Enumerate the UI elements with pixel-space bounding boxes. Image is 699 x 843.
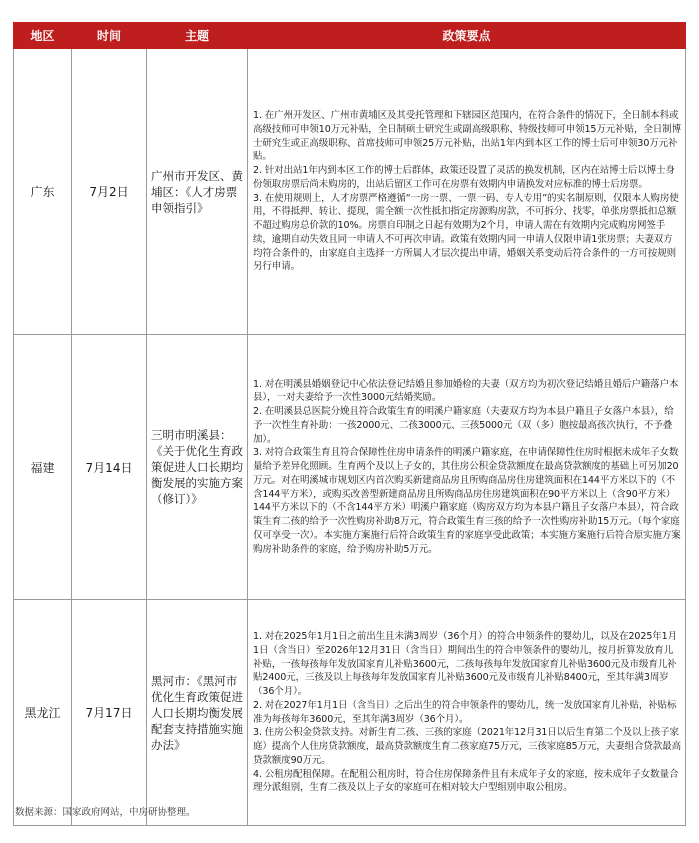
table-row-fujian: [14, 335, 686, 600]
policy-point: 3. 对符合政策生育且符合保障性住房申请条件的明溪户籍家庭，在申请保障性住房时根据未成年子女数量给予差异化照顾。生育两个及以上子女的，其住房公积金贷款额度在最高贷款额度的基础上可另加20万元。对在明溪城市规划区内首次购买新建商品房且所购商品房住房建筑面积在144平方米以下的（不含144平方米），或购买改善型新建商品房且所购商品房住房建筑面积在90平方米以上（含90平方米）144平方米以下的（不含144平方米）明溪户籍家庭（购房双方均为本县户籍且子女落户本县），符合政策生育二孩的给予一次性购房补助8万元，符合政策生育三孩的给予一次性购房补助15万元。（每个家庭仅可享受一次）。本实施方案施行后符合政策生育的家庭享受此政策；本实施方案施行后符合原实施方案购房补助条件的家庭，给予购房补助5万元。: [253, 447, 681, 555]
region-cell: 福建: [14, 335, 72, 600]
policy-points-cell: [248, 600, 686, 826]
policy-point: 2. 对在2027年1月1日（含当日）之后出生的符合申领条件的婴幼儿，统一发放国家育儿补贴，补贴标准为每孩每年3600元，至其年满3周岁（36个月）。: [253, 699, 677, 725]
policy-points-cell: [248, 335, 686, 600]
source-note: 数据来源：国家政府网站，中房研协整理。: [15, 807, 196, 818]
policy-point: 1. 对在明溪县婚姻登记中心依法登记结婚且参加婚检的夫妻（双方均为初次登记结婚且婚后户籍落户本县），一对夫妻给予一次性3000元结婚奖励。: [253, 378, 679, 404]
header-date: 时间: [72, 23, 147, 49]
policy-point: 2. 针对出站1年内到本区工作的博士后群体，政策还设置了灵活的换发机制，区内在站博士后以博士身份领取房票后尚未购房的，出站后留区工作可在房票有效期内申请换发对应标准的博士后房票。: [253, 165, 675, 190]
table-row-heilongjiang: [14, 600, 686, 826]
date-cell: 7月2日: [72, 49, 147, 335]
table-header-row: [14, 23, 686, 49]
header-subject: 主题: [147, 23, 248, 49]
table-row-guangdong: [14, 49, 686, 335]
header-policy-points: 政策要点: [248, 23, 686, 49]
policy-point: 3. 在使用规则上，人才房票严格遵循“一房一票、一票一码、专人专用”的实名制原则，仅限本人购房使用，不得抵押、转让、提现，需全额一次性抵扣指定房源购房款，不可拆分、找零，单张房票抵扣总额不超过购房总价款的10%。房票自印制之日起有效期为2个月，申请人需在有效期内完成购房网签手续，逾期自动失效且同一申请人不可再次申请。政策有效期内同一申请人仅限申请1张房票；夫妻双方均符合条件的，由家庭自主选择一方所属人才层次提出申请，婚姻关系变动后符合条件的一方可按规则另行申请。: [253, 192, 679, 273]
policy-point: 1. 在广州开发区、广州市黄埔区及其受托管理和下辖园区范围内，在符合条件的情况下，全日制本科或高级技师可申领10万元补贴，全日制硕士研究生或副高级职称、特级技师可申领15万元补贴，全日制博士研究生或正高级职称、首席技师可申领25万元补贴，出站1年内到本区工作的博士后可申领30万元补贴。: [253, 110, 681, 163]
policy-point: 4. 公租房配租保障。在配租公租房时，符合住房保障条件且有未成年子女的家庭，按未成年子女数量合理分派组别，生育二孩及以上子女的家庭可在相对较大户型组别申取公租房。: [253, 768, 679, 794]
policy-point: 1. 对在2025年1月1日之前出生且未满3周岁（36个月）的符合申领条件的婴幼儿，以及在2025年1月1日（含当日）至2026年12月31日（含当日）期间出生的符合申领条件的婴幼儿，按月折算发放育儿补贴，一孩每孩每年发放国家育儿补贴3600元，二孩每孩每年发放国家育儿补贴3600元及市级育儿补贴2400元，三孩及以上每孩每年发放国家育儿补贴3600元及市级育儿补贴8400元，至其年满3周岁（36个月）。: [253, 631, 678, 697]
subject-cell: 黑河市：《黑河市优化生育政策促进人口长期均衡发展配套支持措施实施办法》: [147, 600, 248, 826]
policy-points-cell: [248, 49, 686, 335]
region-cell: 黑龙江: [14, 600, 72, 826]
policy-point: 2. 在明溪县总医院分娩且符合政策生育的明溪户籍家庭（夫妻双方均为本县户籍且子女落户本县），给予一次性生育补助：一孩2000元、二孩3000元、三孩5000元（双（多）胞按最高孩次执行，不予叠加）。: [253, 406, 674, 445]
subject-cell: 三明市明溪县：《关于优化生育政策促进人口长期均衡发展的实施方案（修订）》: [147, 335, 248, 600]
date-cell: 7月17日: [72, 600, 147, 826]
policy-point: 3. 住房公积金贷款支持。对新生育二孩、三孩的家庭（2021年12月31日以后生育第二个及以上孩子家庭）提高个人住房贷款额度，最高贷款额度生育二孩家庭75万元，三孩家庭85万元，夫妻组合贷款最高贷款额度90万元。: [253, 727, 681, 766]
header-region: 地区: [14, 23, 72, 49]
subject-cell: 广州市开发区、黄埔区：《人才房票申领指引》: [147, 49, 248, 335]
region-cell: 广东: [14, 49, 72, 335]
policy-table: [13, 22, 686, 826]
date-cell: 7月14日: [72, 335, 147, 600]
